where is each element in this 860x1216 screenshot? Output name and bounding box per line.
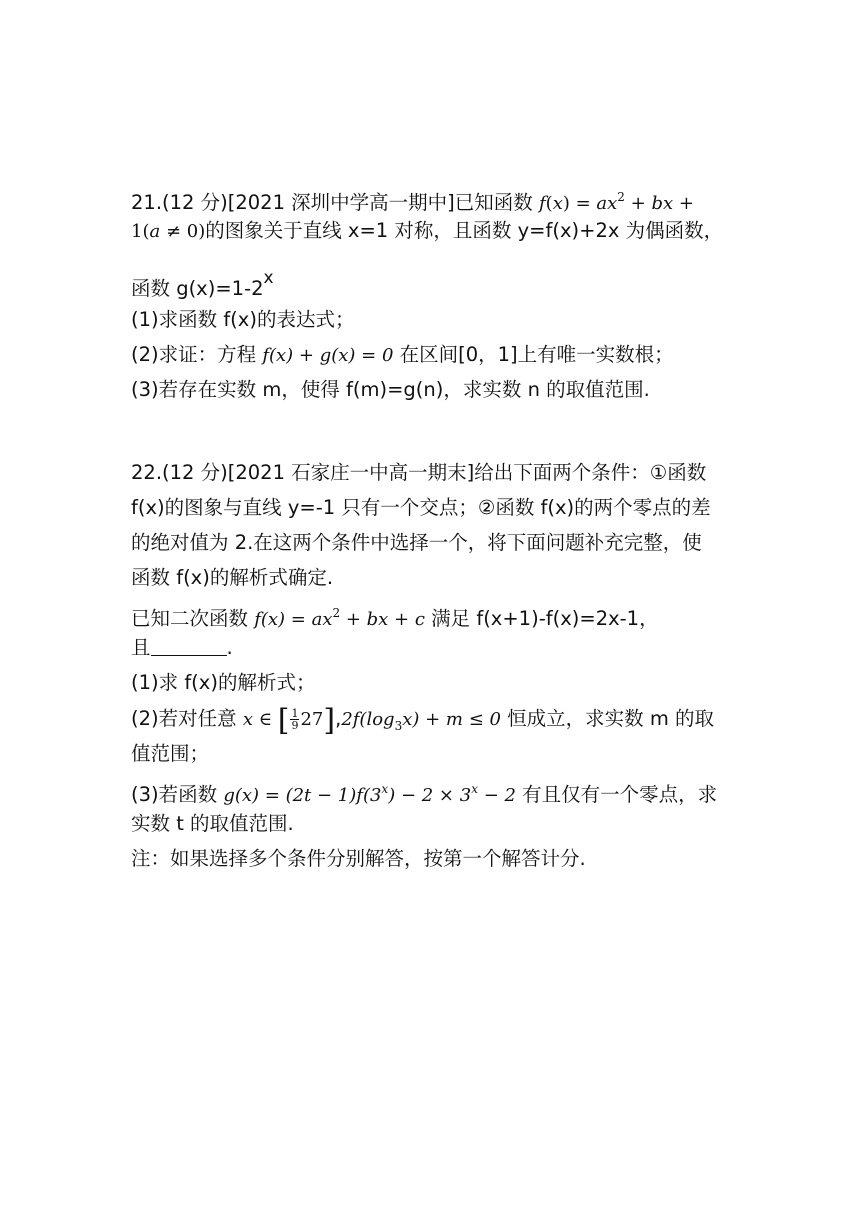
q22-line-2: f(x)的图象与直线 y=-1 只有一个交点；②函数 f(x)的两个零点的差 xyxy=(131,496,711,519)
q22-part2-post: 恒成立，求实数 m 的取 xyxy=(500,707,715,730)
q21-part2-equation: f(x) + g(x) = 0 xyxy=(262,345,394,366)
q21-line-3 xyxy=(131,264,274,303)
q22-line-5 xyxy=(131,599,659,634)
q22-part2-pre: (2)若对任意 xyxy=(131,707,243,730)
left-bracket-icon: [ xyxy=(277,703,290,738)
q21-part2-pre: (2)求证：方程 xyxy=(131,343,263,366)
q22-comma: , xyxy=(335,707,342,730)
q21-condition: 的图象关于直线 x=1 对称，且函数 y=f(x)+2x 为偶函数， xyxy=(205,219,724,242)
q22-math-exp: 2 xyxy=(332,606,341,620)
q22-var-x: x xyxy=(242,709,253,730)
q21-intro: 21.(12 分)[2021 深圳中学高一期中]已知函数 xyxy=(131,191,539,214)
q22-note: 注：如果选择多个条件分别解答，按第一个解答计分. xyxy=(131,847,586,870)
q22-part-2-cont: 值范围； xyxy=(131,742,210,765)
q21-g-def: 函数 g(x)=1-2 xyxy=(131,277,264,300)
math-bx: bx xyxy=(651,193,674,214)
q22-g-exp-1: x xyxy=(381,782,389,796)
math-x: x xyxy=(552,193,563,214)
q22-line6-pre: 且 xyxy=(131,636,151,659)
fill-in-blank xyxy=(151,635,227,656)
q22-line-6 xyxy=(131,634,233,662)
q22-element-of: ∈ xyxy=(252,709,278,730)
q22-g-expr-c: − 2 xyxy=(477,785,516,806)
q21-part-3: (3)若存在实数 m，使得 f(m)=g(n)，求实数 n 的取值范围. xyxy=(131,378,650,401)
q21-part-1: (1)求函数 f(x)的表达式； xyxy=(131,308,355,331)
q21-part-2 xyxy=(131,341,674,370)
interval-upper: 27 xyxy=(300,709,324,730)
q22-math-fx: f(x) = ax xyxy=(254,609,333,630)
q22-g-exp-2: x xyxy=(471,782,478,796)
q22-g-expr-a: g(x) = (2t − 1)f(3 xyxy=(223,785,382,806)
q22-part-2 xyxy=(131,705,714,740)
fraction-denominator: 9 xyxy=(291,719,299,732)
q22-part3-post: 有且仅有一个零点，求 xyxy=(515,783,718,806)
q22-inequality: x) + m ≤ 0 xyxy=(402,709,501,730)
q22-line5-post: 满足 f(x+1)-f(x)=2x-1， xyxy=(424,607,659,630)
math-a: a xyxy=(149,221,161,242)
math-paren: ( xyxy=(545,193,553,214)
math-neq: ≠ 0) xyxy=(160,221,206,242)
q21-line-2 xyxy=(131,217,723,246)
q22-line-1: 22.(12 分)[2021 石家庄一中高一期末]给出下面两个条件：①函数 xyxy=(131,461,707,484)
math-eq: ) = xyxy=(562,193,597,214)
q22-line-4: 函数 f(x)的解析式确定. xyxy=(131,566,334,589)
q22-part3-pre: (3)若函数 xyxy=(131,783,224,806)
q22-part-1: (1)求 f(x)的解析式； xyxy=(131,671,316,694)
q22-log-expr: 2f(log xyxy=(341,709,395,730)
q22-line5-pre: 已知二次函数 xyxy=(131,607,255,630)
q22-part-3-cont: 实数 t 的取值范围. xyxy=(131,812,294,835)
math-plus: + xyxy=(624,193,652,214)
math-ax: ax xyxy=(596,193,618,214)
q22-line6-period: . xyxy=(226,636,233,659)
fraction-one-ninth xyxy=(290,708,299,731)
math-1: 1( xyxy=(131,221,150,242)
q21-part2-post: 在区间[0，1]上有唯一实数根； xyxy=(393,343,674,366)
math-exp: 2 xyxy=(617,190,625,204)
q22-part-3 xyxy=(131,775,717,810)
math-f: f xyxy=(538,193,546,214)
fraction-numerator: 1 xyxy=(291,707,299,720)
q22-math-rest: + bx + c xyxy=(340,609,425,630)
q22-line-3: 的绝对值为 2.在这两个条件中选择一个，将下面问题补充完整，使 xyxy=(131,531,702,554)
q21-line-1 xyxy=(131,183,694,218)
q22-g-expr-b: ) − 2 × 3 xyxy=(388,785,472,806)
right-bracket-icon: ] xyxy=(323,703,336,738)
math-plus-2: + xyxy=(673,193,694,214)
q22-log-base: 3 xyxy=(394,719,403,733)
q21-g-exponent: x xyxy=(263,268,274,288)
